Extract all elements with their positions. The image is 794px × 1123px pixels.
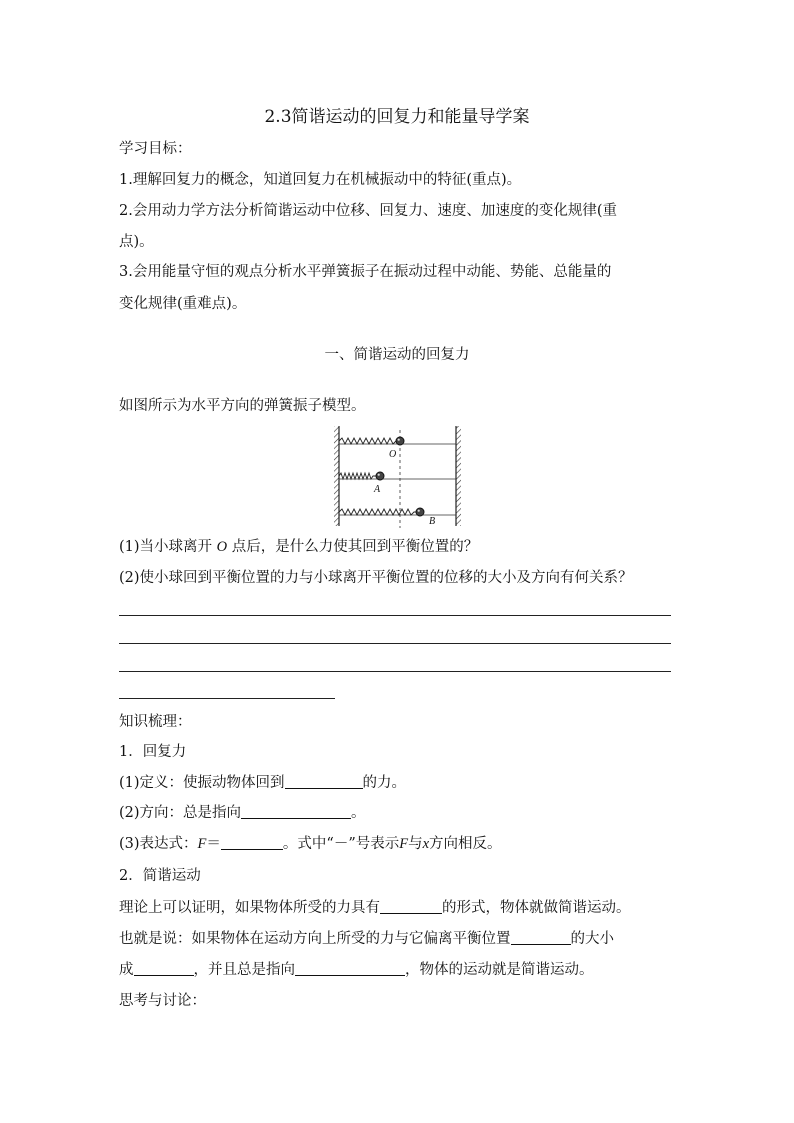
blank-definition[interactable] xyxy=(285,774,363,789)
answer-line[interactable] xyxy=(119,615,671,616)
ball-b xyxy=(416,508,424,516)
blank-force-form[interactable] xyxy=(380,899,442,914)
oscillator-row-a xyxy=(339,472,456,495)
direction-line: (2)方向：总是指向 。 xyxy=(119,805,366,821)
shm-line-1: 理论上可以证明，如果物体所受的力具有 的形式，物体就做简谐运动。 xyxy=(119,900,631,916)
expression-line: (3)表达式：F＝ 。式中“－”号表示F与x方向相反。 xyxy=(119,836,502,852)
objective-2-line-1: 2.会用动力学方法分析简谐运动中位移、回复力、速度、加速度的变化规律(重 xyxy=(119,203,617,219)
objectives-heading: 学习目标： xyxy=(119,141,192,157)
answer-line[interactable] xyxy=(119,643,671,644)
definition-line: (1)定义：使振动物体回到 的力。 xyxy=(119,775,407,791)
blank-expression[interactable] xyxy=(221,835,283,850)
ball-o xyxy=(396,437,404,445)
oscillator-row-b xyxy=(339,508,456,527)
blank-displacement[interactable] xyxy=(511,930,571,945)
label-o: O xyxy=(389,449,397,460)
blank-direction[interactable] xyxy=(241,804,351,819)
answer-line[interactable] xyxy=(119,698,335,699)
objective-3-line-1: 3.会用能量守恒的观点分析水平弹簧振子在振动过程中动能、势能、总能量的 xyxy=(119,264,612,280)
discussion-heading: 思考与讨论： xyxy=(119,993,206,1009)
left-wall xyxy=(334,426,339,526)
section-1-intro: 如图所示为水平方向的弹簧振子模型。 xyxy=(119,398,366,414)
restoring-force-heading: 1．回复力 xyxy=(119,744,187,760)
question-2: (2)使小球回到平衡位置的力与小球离开平衡位置的位移的大小及方向有何关系？ xyxy=(119,570,633,586)
right-wall xyxy=(456,426,461,526)
oscillator-row-o xyxy=(339,437,456,460)
ball-a xyxy=(376,472,384,480)
blank-direction-2[interactable] xyxy=(295,961,405,976)
section-1-heading: 一、简谐运动的回复力 xyxy=(324,347,470,363)
label-b: B xyxy=(429,516,436,527)
shm-heading: 2．简谐运动 xyxy=(119,868,201,884)
label-a: A xyxy=(374,484,381,495)
shm-line-3: 成 ，并且总是指向 ，物体的运动就是简谐运动。 xyxy=(119,962,594,978)
spring-oscillator-figure xyxy=(330,424,466,530)
shm-line-2: 也就是说：如果物体在运动方向上所受的力与它偏离平衡位置 的大小 xyxy=(119,931,614,947)
objective-1: 1.理解回复力的概念，知道回复力在机械振动中的特征(重点)。 xyxy=(119,172,522,188)
blank-proportion[interactable] xyxy=(134,961,194,976)
objective-2-line-2: 点)。 xyxy=(119,234,154,250)
answer-line[interactable] xyxy=(119,671,671,672)
page-title: 2.3简谐运动的回复力和能量导学案 xyxy=(264,107,530,127)
knowledge-heading: 知识梳理： xyxy=(119,714,192,730)
objective-3-line-2: 变化规律(重难点)。 xyxy=(119,296,247,312)
question-1: (1)当小球离开 O 点后，是什么力使其回到平衡位置的？ xyxy=(119,539,479,555)
